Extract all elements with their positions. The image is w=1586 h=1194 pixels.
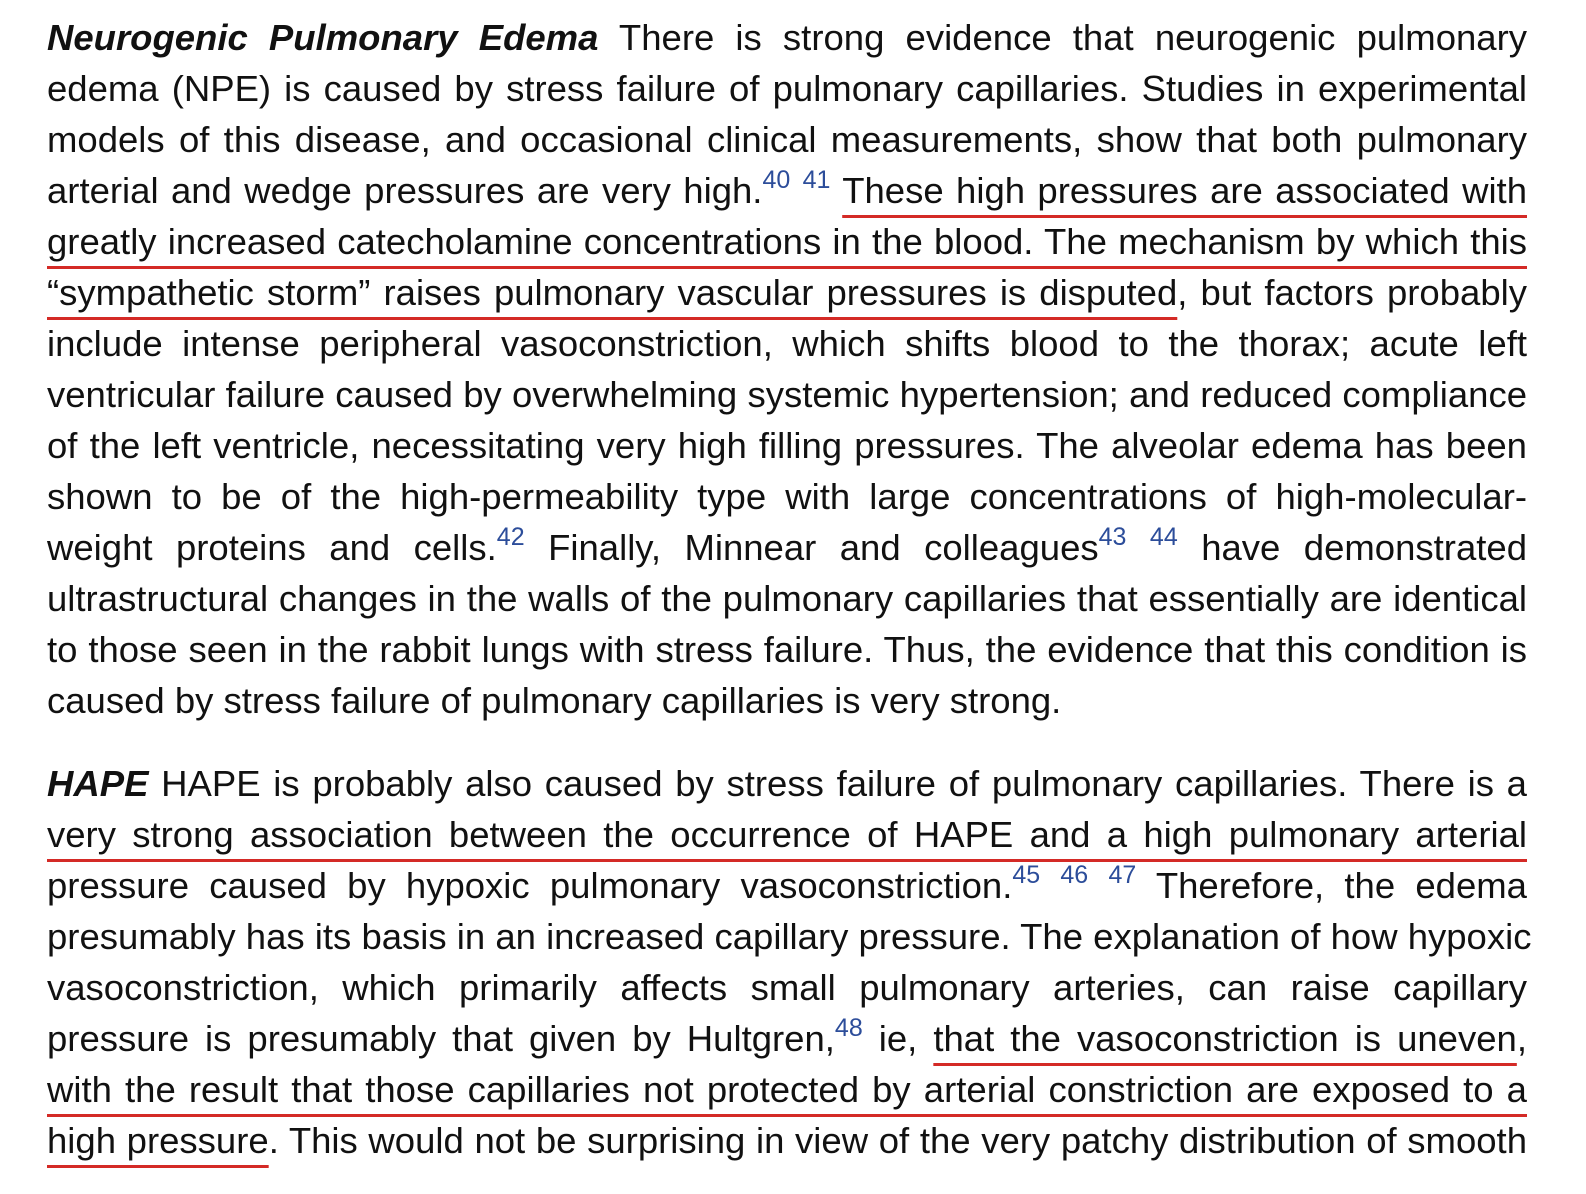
highlighted-text: that the vasoconstriction is uneven: [933, 1018, 1517, 1059]
highlighted-text: very strong association between the occurrence of HAPE and a high pulmonary arterial: [47, 814, 1527, 855]
text-line: presumably has its basis in an increased capillary pressure. The explanation of how hypoxic: [47, 916, 1532, 957]
text-line: pressure caused by hypoxic pulmonary vasoconstriction.$^{45}$ $^{46}$ $^{47}$ Therefore, the edema: [47, 861, 1527, 906]
text-line: [47, 1064, 1527, 1115]
text-line: HAPE HAPE is probably also caused by stress failure of pulmonary capillaries. There is a: [47, 763, 1527, 804]
highlighted-text: high pressure: [47, 1120, 269, 1161]
citation-link-47[interactable]: 47: [1108, 861, 1137, 889]
npe-paragraph: [47, 12, 1527, 726]
text-line: “sympathetic storm” raises pulmonary vascular pressures is disputed, but factors probably: [47, 272, 1527, 313]
citation-link-44[interactable]: 44: [1149, 523, 1178, 551]
hape-paragraph: [47, 758, 1532, 1166]
section-heading-hape: HAPE: [47, 763, 149, 804]
highlighted-text: with the result that those capillaries not protected by arterial constriction are exposed to a: [47, 1069, 1527, 1110]
citation-link-48[interactable]: 48: [834, 1014, 863, 1042]
text-line: of the left ventricle, necessitating very high filling pressures. The alveolar edema has been: [47, 425, 1527, 466]
text-line: vasoconstriction, which primarily affects small pulmonary arteries, can raise capillary: [47, 967, 1527, 1008]
text-line: ventricular failure caused by overwhelming systemic hypertension; and reduced compliance: [47, 374, 1527, 415]
text-line: shown to be of the high-permeability type with large concentrations of high-molecular-: [47, 476, 1527, 517]
citation-link-46[interactable]: 46: [1060, 861, 1089, 889]
highlighted-text: greatly increased catecholamine concentrations in the blood. The mechanism by which this: [47, 221, 1527, 262]
highlighted-text: These high pressures are associated with: [842, 170, 1527, 211]
text-line: ultrastructural changes in the walls of the pulmonary capillaries that essentially are identical: [47, 578, 1527, 619]
text-line: [47, 809, 1527, 860]
text-line: arterial and wedge pressures are very high.$^{40}$ $^{41}$ These high pressures are associated with: [47, 166, 1527, 211]
citation-link-42[interactable]: 42: [496, 523, 525, 551]
text-line: to those seen in the rabbit lungs with stress failure. Thus, the evidence that this condition is: [47, 629, 1527, 670]
text-line: pressure is presumably that given by Hultgren,$^{48}$ ie, that the vasoconstriction is uneven,: [47, 1014, 1527, 1059]
section-heading-npe: Neurogenic Pulmonary Edema: [47, 17, 599, 58]
text-line: high pressure. This would not be surprising in view of the very patchy distribution of smooth: [47, 1120, 1527, 1161]
text-line: [47, 216, 1527, 267]
text-line: Neurogenic Pulmonary Edema There is strong evidence that neurogenic pulmonary: [47, 17, 1527, 58]
text-line: caused by stress failure of pulmonary capillaries is very strong.: [47, 680, 1062, 721]
highlighted-text: “sympathetic storm” raises pulmonary vascular pressures is disputed: [47, 272, 1178, 313]
citation-link-43[interactable]: 43: [1098, 523, 1127, 551]
text-line: weight proteins and cells.$^{42}$ Finally, Minnear and colleagues$^{43}$ $^{44}$ have demonstrated: [47, 523, 1527, 568]
text-line: models of this disease, and occasional clinical measurements, show that both pulmonary: [47, 119, 1527, 160]
citation-link-45[interactable]: 45: [1012, 861, 1041, 889]
text-line: edema (NPE) is caused by stress failure of pulmonary capillaries. Studies in experimental: [47, 68, 1527, 109]
text-line: include intense peripheral vasoconstriction, which shifts blood to the thorax; acute left: [47, 323, 1527, 364]
citation-link-41[interactable]: 41: [802, 166, 831, 194]
citation-link-40[interactable]: 40: [762, 166, 791, 194]
